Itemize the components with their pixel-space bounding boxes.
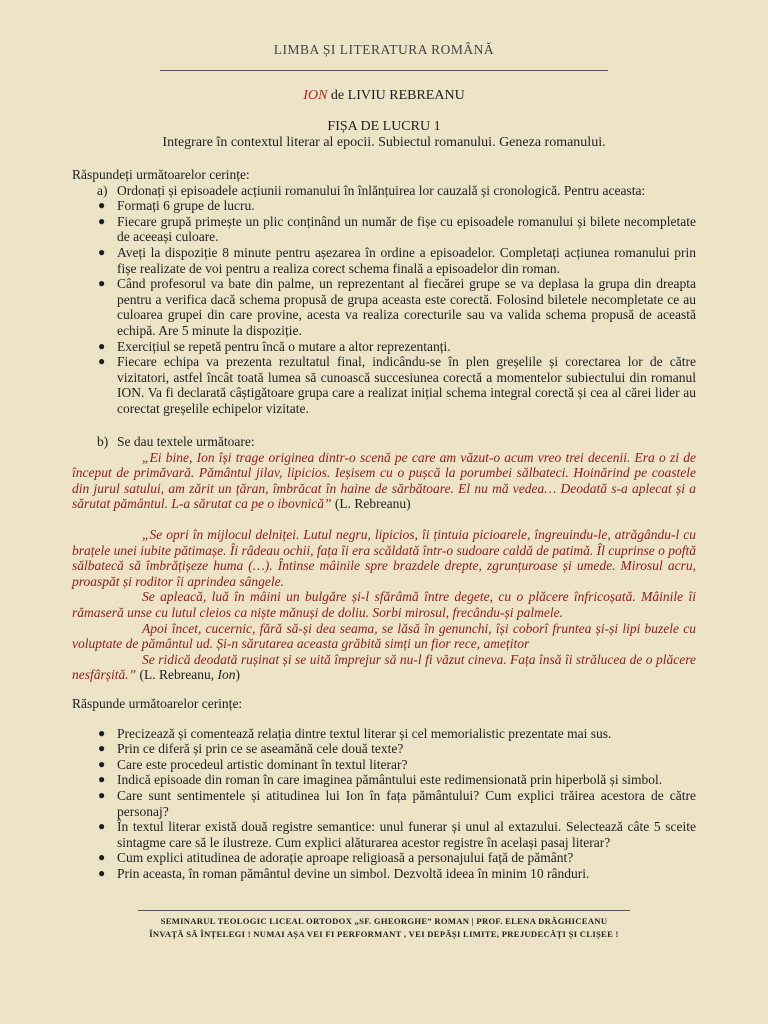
work-title: ION [303,88,328,103]
part-b-text: Se dau textele următoare: [117,434,255,449]
bullet-icon: ● [98,819,106,834]
list-item-text: Aveți la dispoziție 8 minute pentru așezarea în ordine a episoadelor. Completați acțiunea romanului prin fișe realizate de voi pentru a realiza corect schema finală a episoadelor din roman. [117,244,696,276]
list-item [72,339,696,355]
subject-header: LIMBA ȘI LITERATURA ROMÂNĂ [273,42,495,57]
bullet-icon: ● [98,756,106,771]
question-text: Indică episoade din roman în care imaginea pământului este redimensionată prin hiperbolă și simbol. [117,772,663,788]
memoir-quote-text: „Ei bine, Ion își trage originea dintr-o scenă pe care am văzut-o acum vreo trei decenii. Era o zi de început de primăvară. Pământul jilav, lipicios. Ieșisem cu o pușcă la porumbei sălbateci. Hoinărind pe coastele din jurul satului, am zărit un țăran, îmbrăcat în haine de sărbătoare. El nu mă vedea… Deodată s-a aplecat și a sărutat pământul. L-a sărutat ca pe o ibovnică” [72,449,696,512]
part-a-instruction [72,183,696,199]
list-item [72,354,696,416]
question-item [72,757,696,773]
spacer [72,512,696,527]
part-a-text: Ordonați și episoadele acțiunii romanului în înlănțuirea lor cauzală și cronologică. Pentru aceasta: [117,182,646,198]
list-item-text: Formați 6 grupe de lucru. [117,198,255,214]
list-item [72,214,696,245]
bullet-icon: ● [98,354,106,369]
author-name: LIVIU REBREANU [347,88,465,103]
bullet-icon: ● [98,865,106,880]
question-item [72,788,696,819]
novel-quote-p4 [72,652,696,683]
footer-school: SEMINARUL TEOLOGIC LICEAL ORTODOX „SF. GHEORGHE” ROMAN | PROF. ELENA DRĂGHICEANU [160,916,608,926]
footer-motto: ÎNVAȚĂ SĂ ÎNȚELEGI ! NUMAI AȘA VEI FI PERFORMANT , VEI DEPĂȘI LIMITE, PREJUDECĂȚI ȘI CLIȘEE ! [149,929,619,939]
question-text: Cum explici atitudinea de adorație aproape religioasă a personajului față de pământ? [117,850,574,866]
title-by: de [330,88,345,103]
question-item [72,726,696,742]
bullet-icon: ● [98,198,106,213]
list-item-text: Fiecare echipa va prezenta rezultatul final, indicându-se în plen greșelile și corectarea lor de către vizitatori, astfel încât toată lumea să cunoască succesiunea corectă a momentelor subiectului din romanul ION. Va fi declarată câștigătoare grupa care a realizat inițial schema integral corectă și cea al cărei lider au corectat greșelile echipelor vizitate. [117,354,696,416]
questions-section [72,696,696,882]
question-item [72,850,696,866]
memoir-quote-source: (L. Rebreanu) [334,496,411,512]
novel-quote-source: (L. Rebreanu, [139,667,218,683]
part-a-section [72,167,696,417]
question-item [72,772,696,788]
bullet-icon: ● [98,213,106,228]
spacer [72,712,696,726]
bullet-icon: ● [98,276,106,291]
question-text: Precizează și comentează relația dintre textul literar și cel memorialistic prezentate mai sus. [117,725,612,741]
questions-intro: Răspunde următoarelor cerințe: [72,696,243,711]
question-item [72,741,696,757]
question-text: Prin ce diferă și prin ce se aseamănă cele două texte? [117,741,404,757]
footer-divider [138,910,630,911]
novel-quote-p2: Se apleacă, luă în mâini un bulgăre și-l sfărâmă între degete, cu o plăcere înfricoșată. Mâinile îi rămaseră unse cu lutul cleios ca niște mănuși de doliu. Sorbi mirosul, frecându-și palmele. [72,589,696,620]
question-text: În textul literar există două registre semantice: unul funerar și unul al extazului. Selectează câte 5 sceite sintagme care să le ilustreze. Cum explici alăturarea acestor registre în același pasaj literar? [117,819,696,850]
question-text: Prin aceasta, în roman pământul devine un simbol. Dezvoltă ideea în minim 10 rânduri. [117,865,590,881]
part-a-letter: a) [97,182,108,198]
part-b-letter: b) [97,434,109,449]
question-item [72,819,696,850]
worksheet-heading [0,119,768,151]
list-item [72,198,696,214]
part-b-instruction [72,434,696,450]
list-item-text: Când profesorul va bate din palme, un reprezentant al fiecărei grupe se va deplasa la grupa din dreapta pentru a verifica dacă schema propusă de grupa aceasta este corectă. Folosind biletele necompletate ce au culoarea grupei din care provine, acesta va realiza corecturile sau va valida schema propusă de această echipă. Are 5 minute la dispoziție. [117,276,696,338]
worksheet-name: FIȘA DE LUCRU 1 [327,119,441,134]
novel-quote-source-end: ) [235,667,240,683]
bullet-icon: ● [98,244,106,259]
bullet-icon: ● [98,772,106,787]
bullet-icon: ● [98,338,106,353]
list-item-text: Fiecare grupă primește un plic conținând un număr de fișe cu episoadele romanului și bilete necompletate de aceeași culoare. [117,213,696,245]
intro-text: Răspundeți următoarelor cerințe: [72,167,250,182]
list-item [72,245,696,276]
page-footer [0,915,768,941]
question-item [72,866,696,882]
header-divider [160,70,608,71]
novel-quote-p4-text: Se ridică deodată rușinat și se uită împrejur să nu-l fi văzut cineva. Fața însă îi strălucea de o plăcere nesfârșită.” [72,651,696,683]
list-item [72,276,696,338]
question-text: Care este procedeul artistic dominant în textul literar? [117,756,408,772]
novel-quote-p1: „Se opri în mijlocul delniței. Lutul negru, lipicios, îi țintuia picioarele, îngreuindu-le, atrăgându-l cu brațele unei iubite pătimașe. Îi râdeau ochii, fața îi era scăldată într-o sudoare caldă de patimă. Îl cuprinse o poftă sălbatecă să îmbrățișeze huma (…). Întinse mâinile spre brazdele drepte, zgrunțuroase și umede. Mirosul acru, proaspăt și roditor îi aprindea sângele. [72,526,696,589]
bullet-icon: ● [98,725,106,740]
novel-quote-source-title: Ion [217,667,236,683]
bullet-icon: ● [98,741,106,756]
novel-quote-p3: Apoi încet, cucernic, fără să-și dea seama, se lăsă în genunchi, își coborî fruntea și-și lipi buzele cu voluptate de pământul ud. Și-n sărutarea aceasta grăbită simți un fior rece, amețitor [72,620,696,652]
bullet-icon: ● [98,850,106,865]
list-item-text: Exercițiul se repetă pentru încă o mutare a altor reprezentanți. [117,338,451,354]
bullet-icon: ● [98,787,106,802]
question-text: Care sunt sentimentele și atitudinea lui Ion în fața pământului? Cum explici trăirea acestora de către personaj? [117,787,696,819]
memoir-quote [72,450,696,512]
part-b-section [72,434,696,683]
worksheet-topic: Integrare în contextul literar al epocii. Subiectul romanului. Geneza romanului. [162,135,606,150]
page-title [0,88,768,104]
